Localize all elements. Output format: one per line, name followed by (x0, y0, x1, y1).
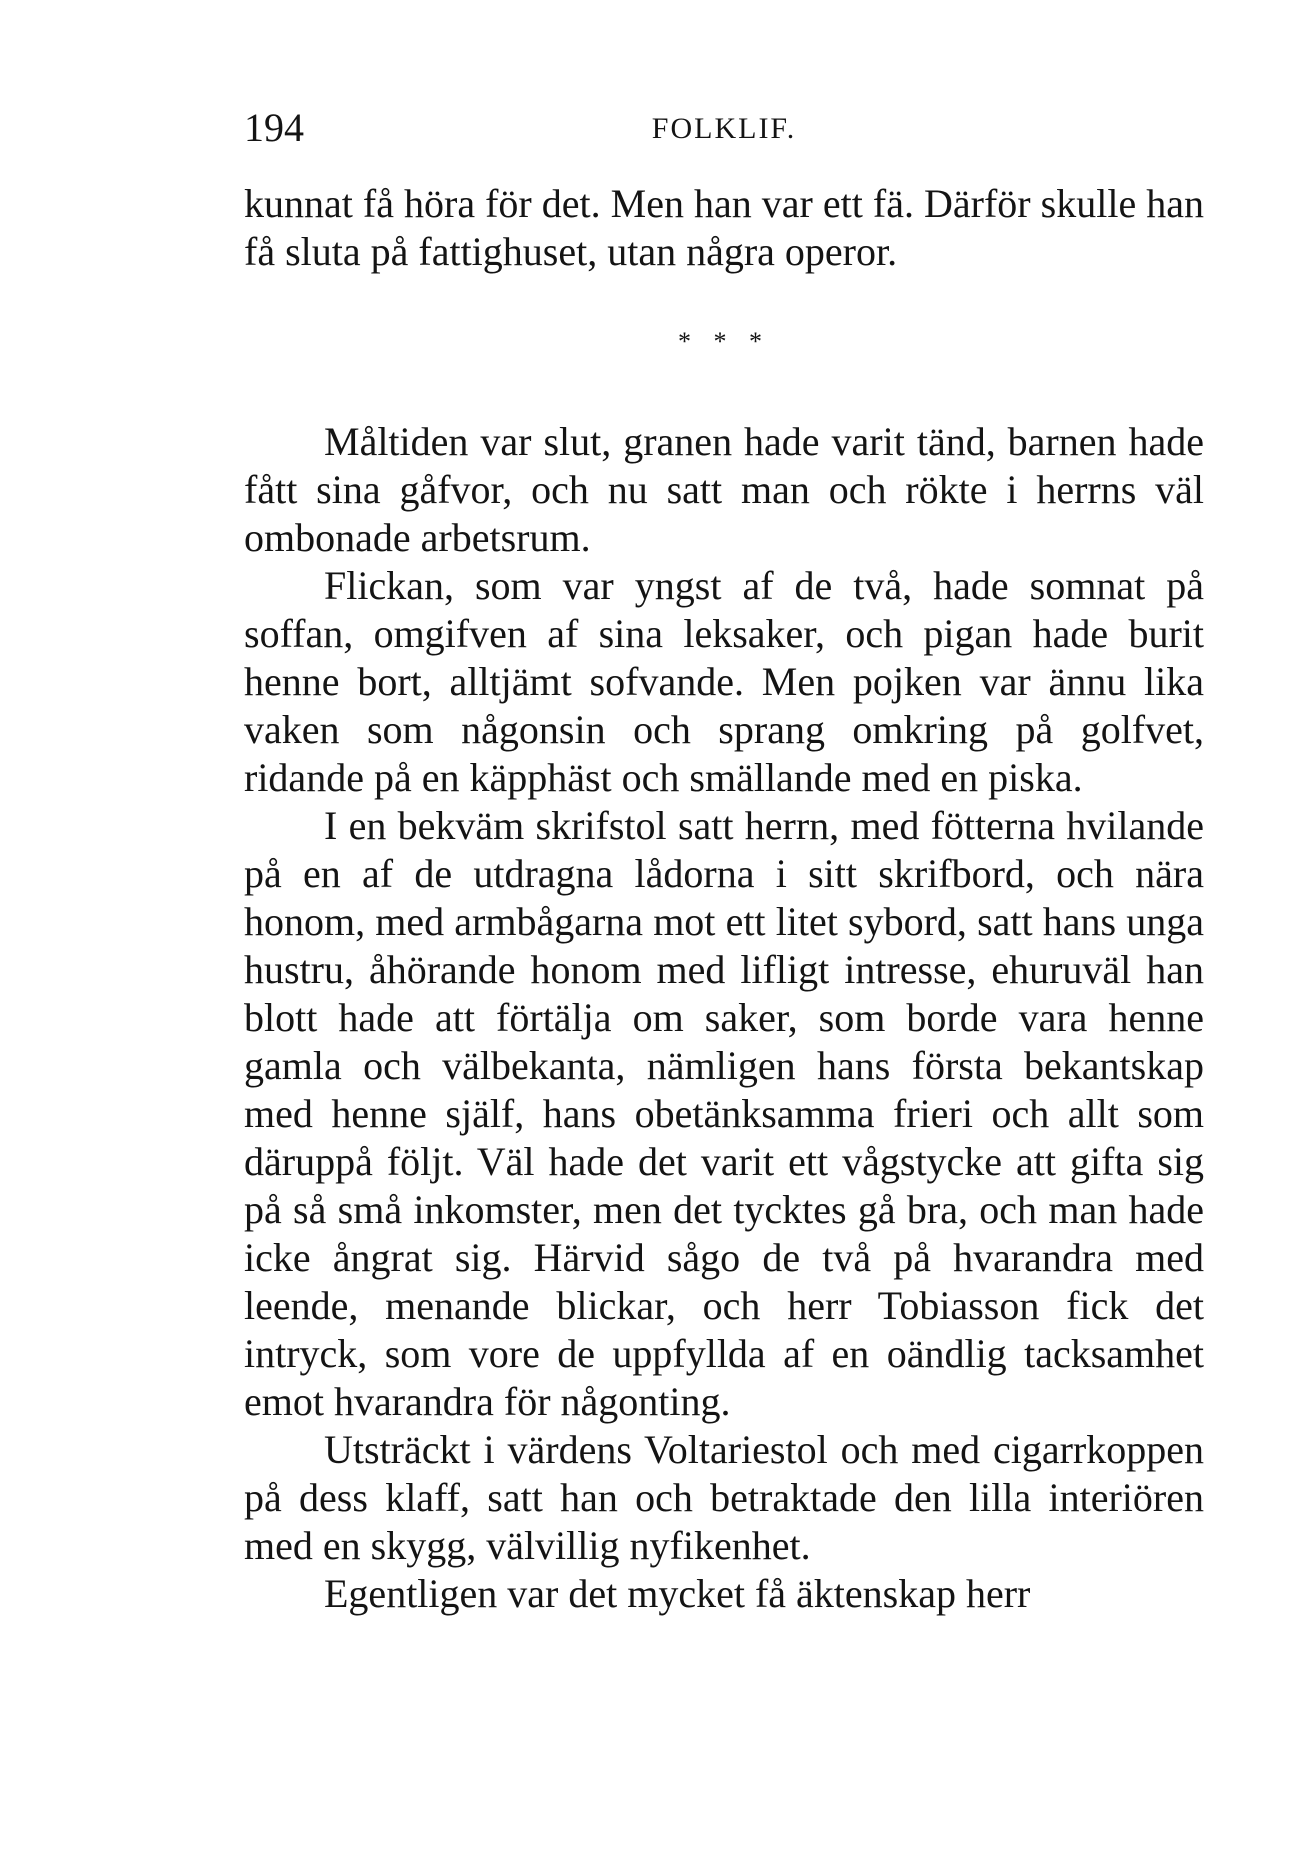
paragraph: I en bekväm skrifstol satt herrn, med fötterna hvilande på en af de utdragna lådorna i sitt skrifbord, och nära honom, med armbågarna mot ett litet sybord, satt hans unga hustru, åhörande honom med lifligt intresse, ehuruväl han blott hade att förtälja om saker, som borde vara henne gamla och välbekanta, nämligen hans första bekantskap med henne själf, hans obetänksamma frieri och allt som däruppå följt. Väl hade det varit ett vågstycke att gifta sig på så små inkomster, men det tycktes gå bra, och man hade icke ångrat sig. Härvid sågo de två på hvarandra med leende, menande blickar, och herr Tobiasson fick det intryck, som vore de uppfyllda af en oändlig tacksamhet emot hvarandra för någonting. (244, 803, 1204, 1424)
body-text (244, 418, 1204, 1618)
page-number: 194 (244, 105, 304, 150)
continued-paragraph-block (244, 180, 1204, 276)
running-head (244, 103, 1204, 153)
paragraph: Utsträckt i värdens Voltariestol och med cigarrkoppen på dess klaff, satt han och betraktade den lilla interiören med en skygg, välvillig nyfikenhet. (244, 1427, 1204, 1568)
paragraph: Flickan, som var yngst af de två, hade somnat på soffan, omgifven af sina leksaker, och pigan hade burit henne bort, alltjämt sofvande. Men pojken var ännu lika vaken som någonsin och sprang omkring på golfvet, ridande på en käpphäst och smällande med en piska. (244, 563, 1204, 800)
paragraph: Egentligen var det mycket få äktenskap herr (324, 1571, 1031, 1616)
running-title: FOLKLIF. (651, 112, 797, 145)
continued-paragraph: kunnat få höra för det. Men han var ett fä. Därför skulle han få sluta på fattighuset, utan några operor. (244, 181, 1204, 274)
section-separator: * * * (678, 327, 770, 356)
paragraph: Måltiden var slut, granen hade varit tänd, barnen hade fått sina gåfvor, och nu satt man och rökte i herrns väl ombonade arbetsrum. (244, 419, 1204, 560)
